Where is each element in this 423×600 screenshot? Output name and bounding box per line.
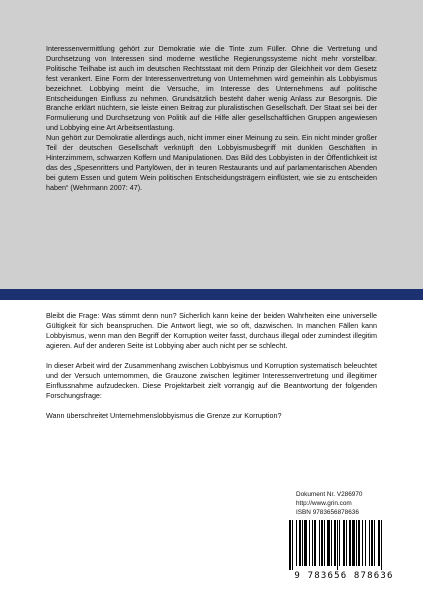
barcode-bar: [296, 520, 297, 566]
barcode-bar: [339, 520, 340, 566]
back-cover-top-panel: [0, 0, 423, 289]
barcode-bar: [381, 520, 382, 570]
barcode-bar: [292, 520, 293, 570]
barcode: [279, 516, 409, 586]
barcode-bar: [312, 520, 313, 566]
barcode-bar: [302, 520, 303, 566]
research-question: Wann überschreitet Unternehmenslobbyismus die Grenze zur Korruption?: [46, 411, 282, 421]
barcode-bar: [343, 520, 345, 566]
barcode-bar: [321, 520, 323, 566]
document-info: [296, 490, 406, 517]
barcode-bar: [352, 520, 355, 566]
barcode-bar: [309, 520, 310, 566]
barcode-bar: [378, 520, 380, 566]
blurb-top-text: [46, 44, 377, 193]
barcode-bar: [337, 520, 338, 570]
blurb-paragraph-1: Interessenvermittlung gehört zur Demokratie wie die Tinte zum Füller. Ohne die Vertretung und Durchsetzung von Interessen sind moderne westliche Regierungssysteme nicht mehr vorstellbar. Politische Teilhabe ist auch im deutschen Rechtsstaat mit dem Prinzip der Gleichheit vor dem Gesetz fest verankert. Eine Form der Interessenvertretung von Unternehmen wird gemeinhin als Lobbyismus bezeichnet. Lobbying meint die Versuche, im Interesse des Unternehmens auf politische Entscheidungen Einfluss zu nehmen. Grundsätzlich besteht daher wenig Anlass zur Besorgnis. Die Branche erklärt nüchtern, sie leiste einen Beitrag zur pluralistischen Gesellschaft. Der Staat sei bei der Formulierung und Durchsetzung von Politik auf die Hilfe aller gesellschaftlichen Gruppen angewiesen und Lobbying eine Art Arbeitsentlastung.: [46, 44, 377, 133]
barcode-bar: [324, 520, 325, 566]
barcode-bar: [346, 520, 347, 566]
barcode-bar: [374, 520, 375, 566]
barcode-bar: [362, 520, 363, 566]
summary-paragraph-1: Bleibt die Frage: Was stimmt denn nun? Sicherlich kann keine der beiden Wahrheiten eine universelle Gültigkeit für sich beanspruchen. Die Antwort liegt, wie so oft, dazwischen. In manchen Fällen kann Lobbyismus, wenn man den Begriff der Korruption weiter fasst, durchaus illegal oder zumindest illegitim agieren. Auf der anderen Seite ist Lobbying aber auch nicht per se schlecht.: [46, 311, 377, 350]
barcode-bar: [289, 520, 291, 570]
blurb-bottom-text: [46, 311, 377, 432]
document-number: Dokument Nr. V286970: [296, 491, 363, 498]
barcode-bar: [356, 520, 357, 566]
barcode-bar: [331, 520, 332, 566]
barcode-bar: [365, 520, 366, 566]
publisher-url: http://www.grin.com: [296, 500, 352, 507]
barcode-bar: [334, 520, 336, 566]
barcode-bars: [279, 516, 409, 572]
blue-divider-band: [0, 289, 423, 300]
isbn-text: ISBN 9783656878636: [296, 509, 359, 516]
blurb-paragraph-2: Nun gehört zur Demokratie allerdings auch, nicht immer einer Meinung zu sein. Ein nicht minder großer Teil der deutschen Gesellschaft verknüpft den Lobbyismusbegriff mit dunklen Geschäften in Hinterzimmern, schwarzen Koffern und Manipulationen. Das Bild des Lobbyisten in der Öffentlichkeit ist das des „Spesenritters und Partylöwen, der in teuren Restaurants und auf parlamentarischen Abenden bei gutem Essen und gutem Wein politischen Entscheidungsträgern einflüstert, wie sie zu entscheiden haben“ (Wehrmann 2007: 47).: [46, 133, 377, 192]
barcode-bar: [299, 520, 301, 566]
barcode-bar: [304, 520, 307, 566]
barcode-bar: [358, 520, 360, 566]
barcode-bar: [319, 520, 320, 566]
barcode-bar: [327, 520, 330, 566]
barcode-digits: 9 783656 878636: [294, 571, 394, 581]
summary-paragraph-2: In dieser Arbeit wird der Zusammenhang zwischen Lobbyismus und Korruption systematisch beleuchtet und der Versuch unternommen, die Grauzone zwischen legitimer Interessenvertretung und illegitimer Einflussnahme aufzudecken. Diese Projektarbeit zielt vorrangig auf die Beantwortung der folgenden Forschungsfrage:: [46, 361, 377, 400]
barcode-bar: [314, 520, 316, 566]
barcode-bar: [371, 520, 373, 566]
barcode-bar: [349, 520, 351, 566]
barcode-bar: [369, 520, 370, 566]
